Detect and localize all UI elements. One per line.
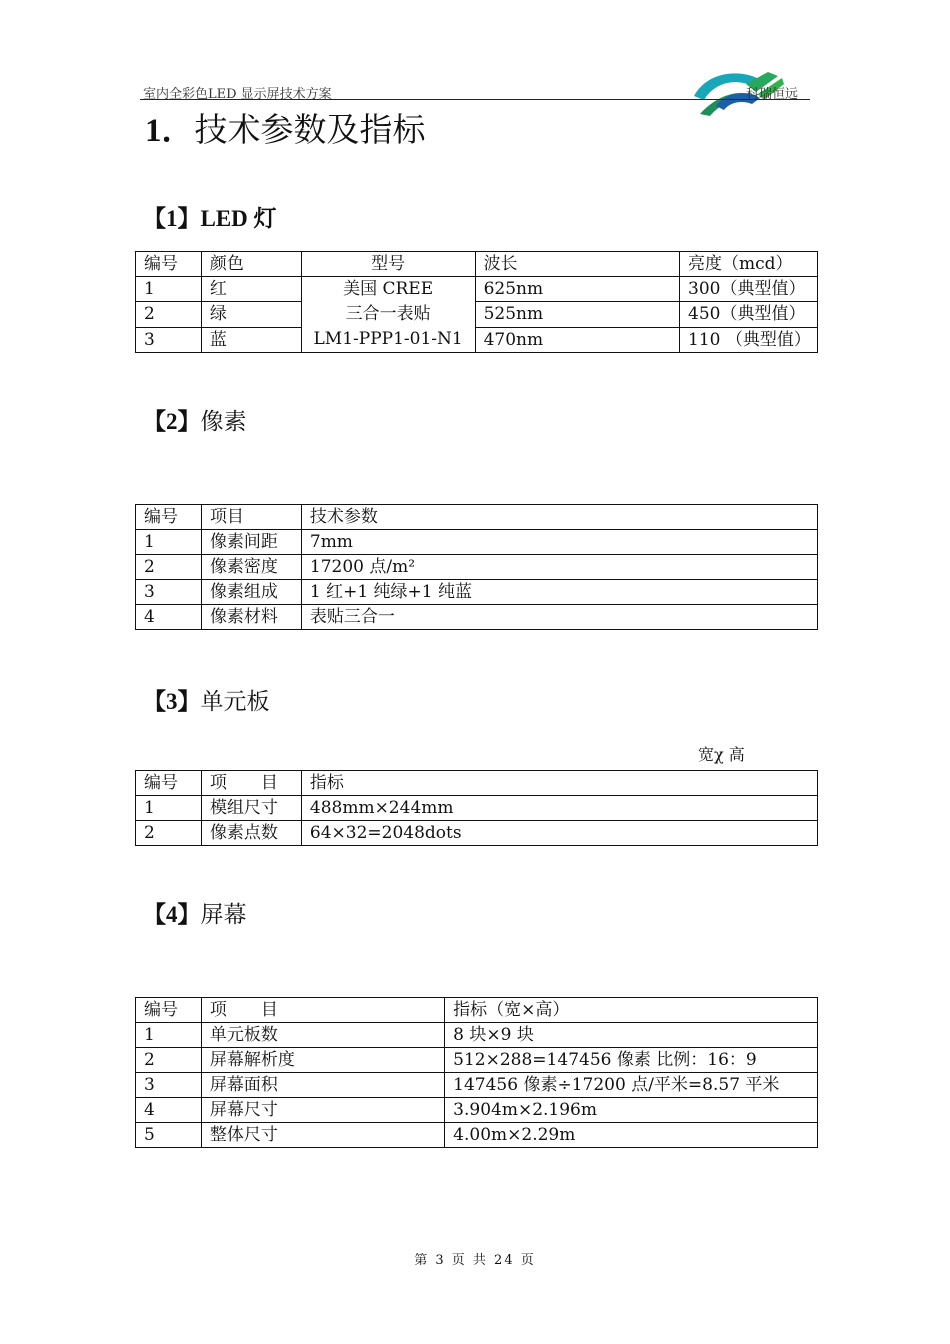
page-number: 第 3 页 共 24 页	[414, 1253, 536, 1268]
table-row	[136, 327, 818, 352]
cell-no: 4	[136, 1098, 202, 1123]
section1-heading	[143, 204, 277, 234]
header-cell: 亮度（mcd）	[680, 252, 818, 277]
cell-no: 3	[136, 1073, 202, 1098]
table-row	[136, 1073, 818, 1098]
table-header-row	[136, 505, 818, 530]
section4-title: 屏幕	[200, 902, 247, 928]
header-cell: 波长	[475, 252, 679, 277]
header-document-title: 室内全彩色LED 显示屏技术方案	[143, 87, 332, 102]
header-company-name: 科瑞恒远	[746, 87, 799, 102]
cell-brightness: 450（典型值）	[680, 302, 818, 327]
model-line: 美国 CREE	[343, 279, 434, 299]
cell-brightness: 300（典型值）	[680, 277, 818, 302]
cell-value: 4.00m×2.29m	[445, 1123, 818, 1148]
cell-item: 像素材料	[201, 605, 301, 630]
header-rule	[140, 99, 810, 100]
module-table	[135, 770, 818, 846]
cell-value: 17200 点/m²	[301, 555, 817, 580]
cell-model	[301, 277, 475, 353]
cell-value: 7mm	[301, 530, 817, 555]
table-row	[136, 821, 818, 846]
table-row	[136, 277, 818, 302]
header-cell: 编号	[136, 998, 202, 1023]
section3-heading	[143, 687, 270, 717]
table-row	[136, 605, 818, 630]
cell-value: 64×32=2048dots	[301, 821, 817, 846]
table-header-row	[136, 998, 818, 1023]
header-cell: 编号	[136, 252, 202, 277]
cell-color: 红	[201, 277, 301, 302]
cell-value: 1 红+1 纯绿+1 纯蓝	[301, 580, 817, 605]
cell-item: 屏幕面积	[201, 1073, 444, 1098]
pixel-table	[135, 504, 818, 630]
cell-item: 模组尺寸	[201, 796, 301, 821]
cell-item: 像素密度	[201, 555, 301, 580]
header-cell: 指标	[301, 771, 817, 796]
cell-value: 147456 像素÷17200 点/平米=8.57 平米	[445, 1073, 818, 1098]
header-cell: 编号	[136, 505, 202, 530]
cell-item: 像素点数	[201, 821, 301, 846]
cell-brightness: 110 （典型值）	[680, 327, 818, 352]
section2-mark: 【2】	[143, 409, 201, 434]
cell-item: 屏幕尺寸	[201, 1098, 444, 1123]
model-line: LM1-PPP1-01-N1	[313, 329, 463, 349]
header-cell: 技术参数	[301, 505, 817, 530]
table-row	[136, 796, 818, 821]
header-cell: 编号	[136, 771, 202, 796]
cell-no: 1	[136, 277, 202, 302]
model-line: 三合一表贴	[345, 304, 431, 324]
table-row	[136, 1023, 818, 1048]
header-cell: 颜色	[201, 252, 301, 277]
header-cell: 指标（宽×高）	[445, 998, 818, 1023]
cell-no: 3	[136, 580, 202, 605]
cell-item: 单元板数	[201, 1023, 444, 1048]
section2-heading	[143, 407, 247, 437]
cell-color: 绿	[201, 302, 301, 327]
page-title	[145, 108, 426, 153]
cell-value: 488mm×244mm	[301, 796, 817, 821]
cell-no: 2	[136, 821, 202, 846]
section4-heading	[143, 900, 247, 930]
cell-color: 蓝	[201, 327, 301, 352]
header-cell: 项 目	[201, 998, 444, 1023]
cell-no: 1	[136, 530, 202, 555]
table-header-row	[136, 771, 818, 796]
cell-value: 表贴三合一	[301, 605, 817, 630]
section3-mark: 【3】	[143, 689, 201, 714]
cell-no: 5	[136, 1123, 202, 1148]
title-number: 1．	[145, 113, 195, 149]
table-row	[136, 555, 818, 580]
section2-title: 像素	[200, 409, 247, 435]
cell-wavelength: 625nm	[475, 277, 679, 302]
cell-no: 1	[136, 796, 202, 821]
cell-no: 2	[136, 302, 202, 327]
cell-wavelength: 525nm	[475, 302, 679, 327]
led-table	[135, 251, 818, 353]
section3-title: 单元板	[200, 689, 270, 715]
header-cell: 项 目	[201, 771, 301, 796]
header-cell: 项目	[201, 505, 301, 530]
table-row	[136, 580, 818, 605]
cell-value: 8 块×9 块	[445, 1023, 818, 1048]
table-row	[136, 1048, 818, 1073]
cell-no: 4	[136, 605, 202, 630]
cell-wavelength: 470nm	[475, 327, 679, 352]
section4-mark: 【4】	[143, 902, 201, 927]
cell-no: 2	[136, 1048, 202, 1073]
table-row	[136, 302, 818, 327]
title-text: 技术参数及指标	[194, 110, 426, 149]
table-row	[136, 530, 818, 555]
table-row	[136, 1098, 818, 1123]
section1-mark: 【1】	[143, 206, 201, 231]
section1-title: LED 灯	[200, 206, 277, 231]
table-row	[136, 1123, 818, 1148]
cell-value: 512×288=147456 像素 比例：16：9	[445, 1048, 818, 1073]
table-header-row	[136, 252, 818, 277]
cell-no: 1	[136, 1023, 202, 1048]
cell-item: 像素组成	[201, 580, 301, 605]
unit-note: 宽χ 高	[698, 745, 745, 764]
cell-no: 2	[136, 555, 202, 580]
header-cell: 型号	[301, 252, 475, 277]
cell-item: 屏幕解析度	[201, 1048, 444, 1073]
cell-value: 3.904m×2.196m	[445, 1098, 818, 1123]
screen-table	[135, 997, 818, 1148]
cell-item: 整体尺寸	[201, 1123, 444, 1148]
cell-item: 像素间距	[201, 530, 301, 555]
cell-no: 3	[136, 327, 202, 352]
